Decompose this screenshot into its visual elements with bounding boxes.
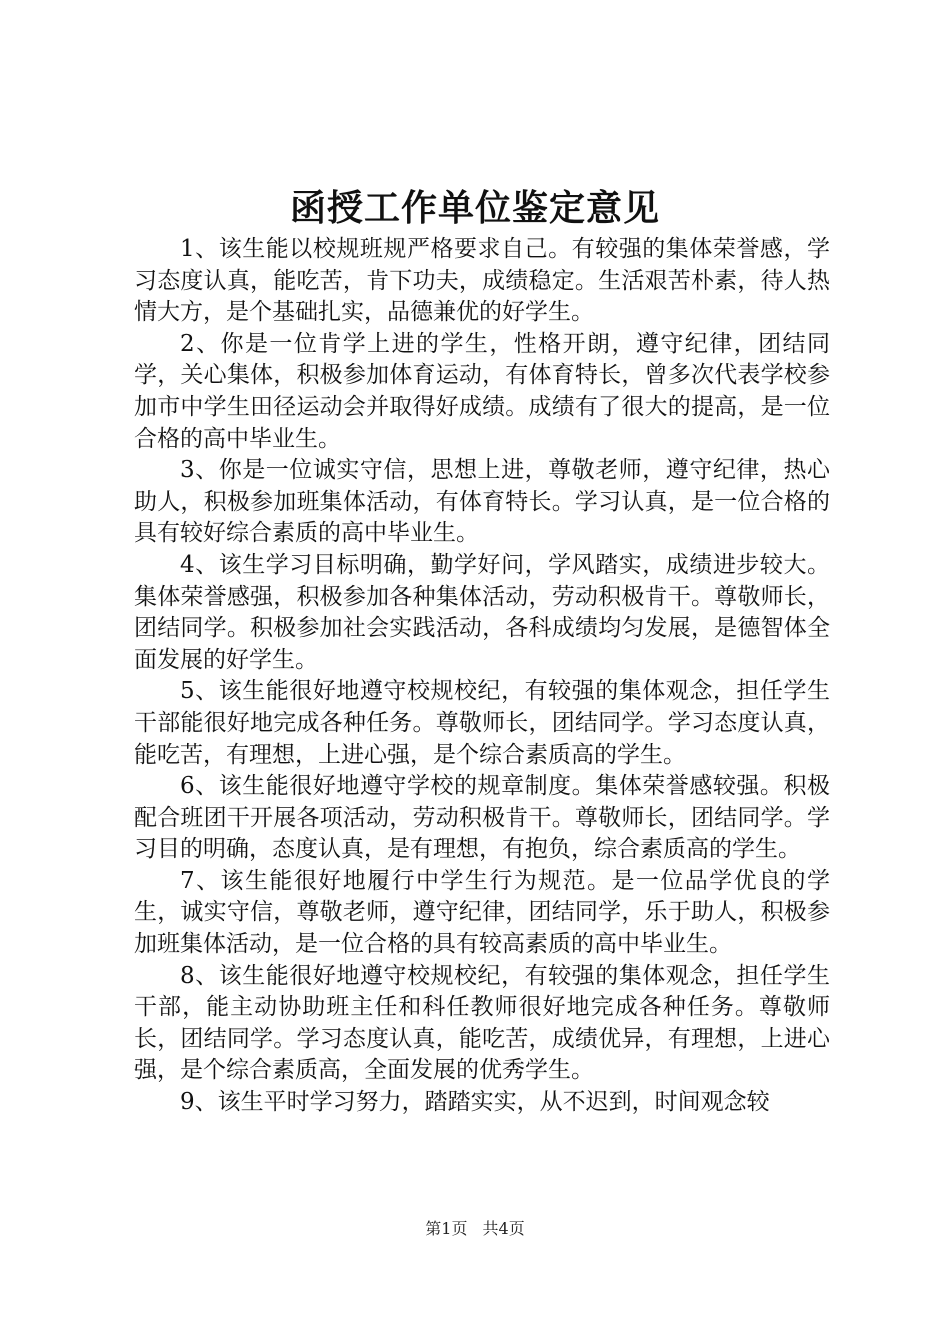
document-title: 函授工作单位鉴定意见 — [289, 187, 660, 229]
paragraph-9: 9、该生平时学习努力，踏踏实实，从不迟到，时间观念较 — [180, 1089, 770, 1116]
paragraph-7: 7、该生能很好地履行中学生行为规范。是一位品学优良的学生，诚实守信，尊敬老师，遵守纪律，团结同学，乐于助人，积极参加班集体活动，是一位合格的具有较高素质的高中毕业生。 — [134, 867, 830, 958]
page-number: 第1页 — [425, 1219, 468, 1238]
document-body — [134, 234, 830, 1119]
paragraph-8: 8、该生能很好地遵守校规校纪，有较强的集体观念，担任学生干部，能主动协助班主任和科任教师很好地完成各种任务。尊敬师长，团结同学。学习态度认真，能吃苦，成绩优异，有理想，上进心强，是个综合素质高，全面发展的优秀学生。 — [134, 962, 830, 1084]
paragraph-3: 3、你是一位诚实守信，思想上进，尊敬老师，遵守纪律，热心助人，积极参加班集体活动，有体育特长。学习认真，是一位合格的具有较好综合素质的高中毕业生。 — [134, 457, 830, 547]
paragraph-2: 2、你是一位肯学上进的学生，性格开朗，遵守纪律，团结同学，关心集体，积极参加体育运动，有体育特长，曾多次代表学校参加市中学生田径运动会并取得好成绩。成绩有了很大的提高，是一位合格的高中毕业生。 — [134, 330, 830, 452]
page-footer — [0, 1218, 950, 1240]
paragraph-4: 4、该生学习目标明确，勤学好问，学风踏实，成绩进步较大。集体荣誉感强，积极参加各种集体活动，劳动积极肯干。尊敬师长，团结同学。积极参加社会实践活动，各科成绩均匀发展，是德智体全面发展的好学生。 — [134, 551, 830, 673]
paragraph-6: 6、该生能很好地遵守学校的规章制度。集体荣誉感较强。积极配合班团干开展各项活动，劳动积极肯干。尊敬师长，团结同学。学习目的明确，态度认真，是有理想，有抱负，综合素质高的学生。 — [134, 773, 830, 863]
paragraph-1: 1、该生能以校规班规严格要求自己。有较强的集体荣誉感，学习态度认真，能吃苦，肯下功夫，成绩稳定。生活艰苦朴素，待人热情大方，是个基础扎实，品德兼优的好学生。 — [134, 236, 830, 326]
paragraph-5: 5、该生能很好地遵守校规校纪，有较强的集体观念，担任学生干部能很好地完成各种任务。尊敬师长，团结同学。学习态度认真，能吃苦，有理想，上进心强，是个综合素质高的学生。 — [134, 678, 830, 768]
page-total: 共4页 — [482, 1219, 525, 1238]
